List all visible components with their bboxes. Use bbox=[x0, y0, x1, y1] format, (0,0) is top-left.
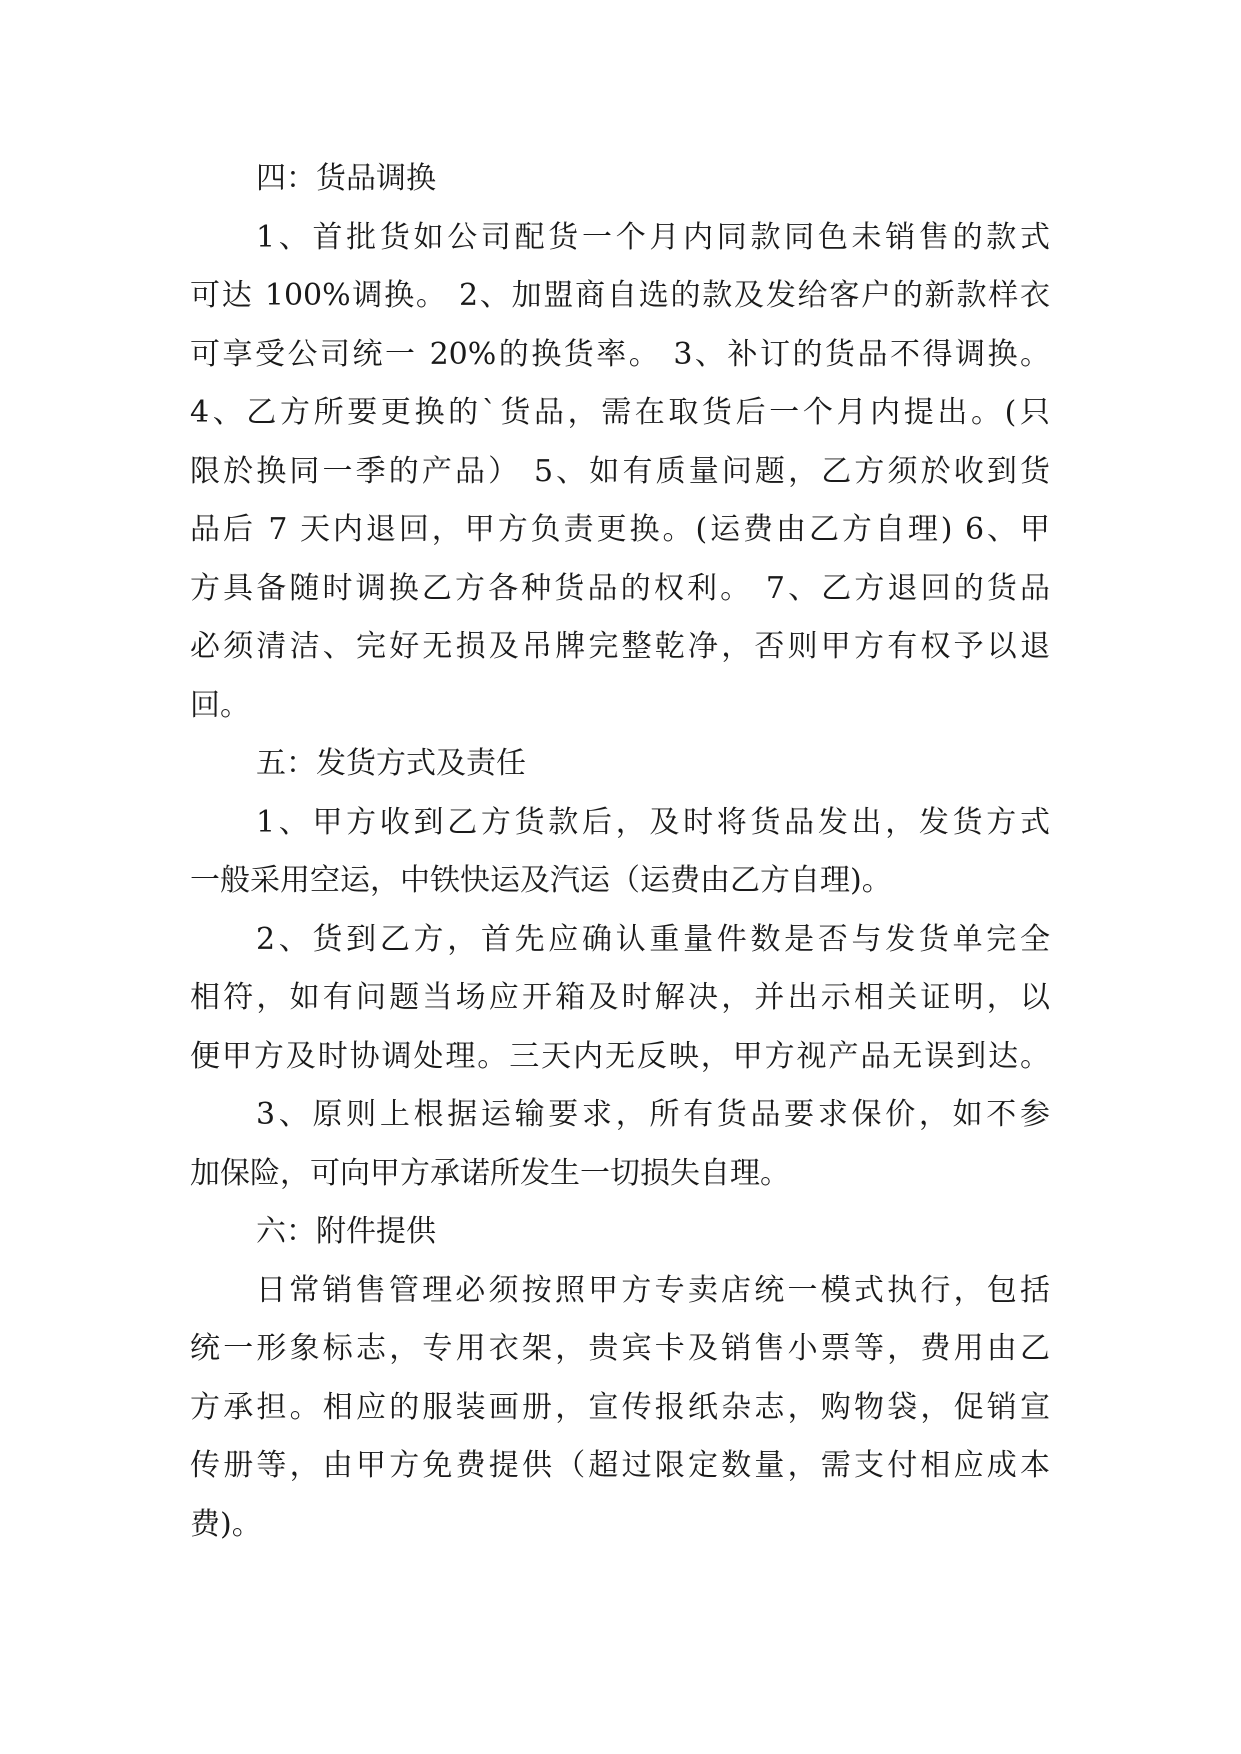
paragraph-line: 品后 7 天内退回，甲方负责更换。(运费由乙方自理) 6、甲 bbox=[190, 512, 1050, 547]
paragraph-line: 可达 100%调换。 2、加盟商自选的款及发给客户的新款样衣 bbox=[190, 278, 1050, 313]
paragraph-line: 统一形象标志，专用衣架，贵宾卡及销售小票等，费用由乙 bbox=[190, 1331, 1050, 1366]
paragraph-line: 必须清洁、完好无损及吊牌完整乾净，否则甲方有权予以退 bbox=[190, 629, 1050, 664]
paragraph-line: 费)。 bbox=[190, 1506, 262, 1542]
paragraph-line: 加保险，可向甲方承诺所发生一切损失自理。 bbox=[190, 1155, 790, 1191]
paragraph-line: 方承担。相应的服装画册，宣传报纸杂志，购物袋，促销宣 bbox=[190, 1389, 1050, 1425]
section-heading: 六：附件提供 bbox=[256, 1214, 436, 1249]
paragraph-line: 限於换同一季的产品） 5、如有质量问题，乙方须於收到货 bbox=[190, 453, 1050, 489]
paragraph-line: 方具备随时调换乙方各种货品的权利。 7、乙方退回的货品 bbox=[190, 570, 1050, 606]
section-shipping bbox=[190, 735, 1050, 1203]
paragraph bbox=[190, 1262, 1050, 1555]
section-heading: 五：发货方式及责任 bbox=[256, 746, 526, 781]
paragraph-line: 4、乙方所要更换的`货品，需在取货后一个月内提出。(只 bbox=[190, 395, 1050, 430]
section-heading: 四：货品调换 bbox=[256, 161, 436, 196]
paragraph bbox=[190, 1086, 1050, 1203]
paragraph-line: 一般采用空运，中铁快运及汽运（运费由乙方自理)。 bbox=[190, 863, 892, 898]
paragraph-line: 相符，如有问题当场应开箱及时解决，并出示相关证明，以 bbox=[190, 980, 1050, 1015]
paragraph-line: 2、货到乙方，首先应确认重量件数是否与发货单完全 bbox=[256, 921, 1050, 957]
paragraph-line: 1、甲方收到乙方货款后，及时将货品发出，发货方式 bbox=[256, 804, 1050, 840]
paragraph-line: 便甲方及时协调处理。三天内无反映，甲方视产品无误到达。 bbox=[190, 1038, 1050, 1074]
paragraph-line: 传册等，由甲方免费提供（超过限定数量，需支付相应成本 bbox=[190, 1448, 1050, 1483]
paragraph-line: 回。 bbox=[190, 687, 250, 723]
paragraph-line: 3、原则上根据运输要求，所有货品要求保价，如不参 bbox=[256, 1097, 1050, 1132]
paragraph bbox=[190, 911, 1050, 1087]
document-body bbox=[190, 150, 1050, 1554]
paragraph-line: 1、首批货如公司配货一个月内同款同色未销售的款式 bbox=[256, 219, 1050, 255]
paragraph-line: 可享受公司统一 20%的换货率。 3、补订的货品不得调换。 bbox=[190, 336, 1050, 372]
section-attachments bbox=[190, 1203, 1050, 1554]
paragraph-line: 日常销售管理必须按照甲方专卖店统一模式执行，包括 bbox=[256, 1272, 1050, 1308]
paragraph bbox=[190, 794, 1050, 911]
section-goods-exchange bbox=[190, 150, 1050, 735]
paragraph bbox=[190, 209, 1050, 736]
